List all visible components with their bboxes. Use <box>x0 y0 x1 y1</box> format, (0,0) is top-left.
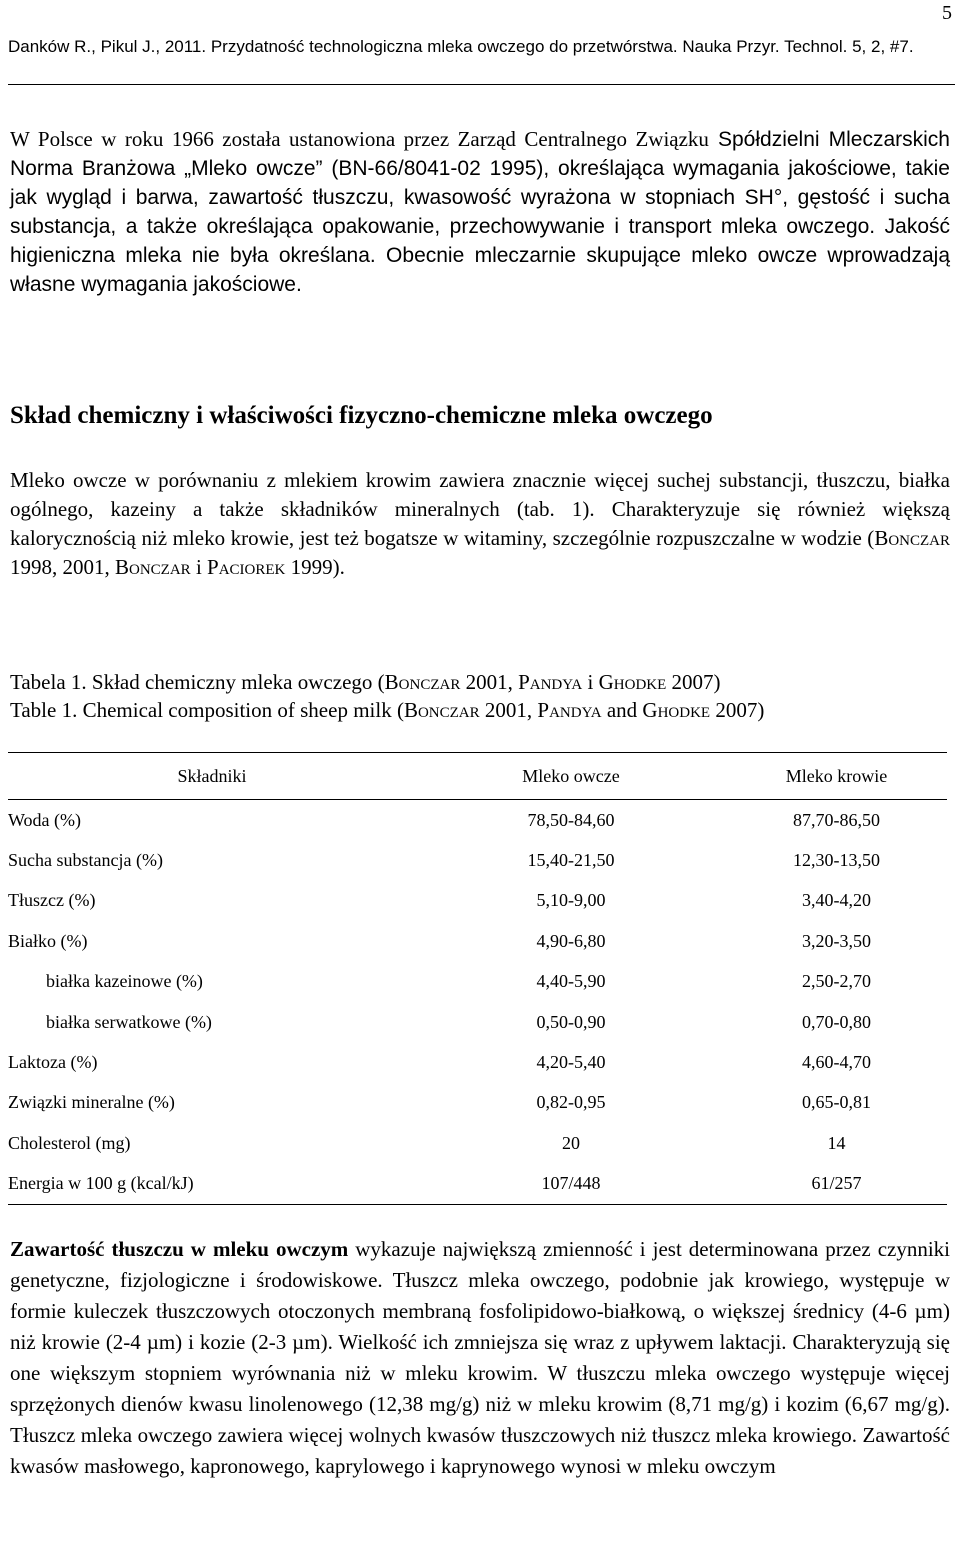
table-row <box>8 1002 947 1042</box>
table-cell: Laktoza (%) <box>8 1052 98 1073</box>
table-row <box>8 1042 947 1082</box>
paragraph-norm <box>10 125 950 299</box>
table-cell: 0,50-0,90 <box>536 1011 606 1032</box>
table-cell: 3,40-4,20 <box>802 890 871 911</box>
paragraph-fat-content <box>10 1234 950 1482</box>
table-header-cell: Składniki <box>177 765 247 786</box>
table-cell: Cholesterol (mg) <box>8 1132 131 1153</box>
paragraph-composition-text-d: 1999). <box>285 555 345 579</box>
table-cell: 5,10-9,00 <box>536 890 606 911</box>
table-header-row <box>8 753 947 800</box>
table-cell: 107/448 <box>541 1173 601 1194</box>
caption-text: i <box>582 670 599 694</box>
caption-text: Tabela 1. Skład chemiczny mleka owczego ( <box>10 670 385 694</box>
paragraph-norm-first-line: W Polsce w roku 1966 została ustanowiona przez Zarząd Centralnego Związku <box>10 127 709 151</box>
author-name: Bonczar <box>115 555 191 579</box>
paragraph-composition-text-c: i <box>190 555 208 579</box>
caption-text: 2007) <box>710 698 765 722</box>
author-name: Bonczar <box>403 698 480 722</box>
table-cell: 61/257 <box>811 1173 862 1194</box>
composition-table <box>8 752 947 1205</box>
table-cell: 14 <box>827 1132 846 1153</box>
paragraph-composition-text-a: Mleko owcze w porównaniu z mlekiem krowim zawiera znacznie więcej suchej substancji, tłuszczu, białka ogólnego, kazeiny a także składników mineralnych (tab. 1). Charakteryzuje się również większą kalorycznością niż mleko krowie, jest też bogatsze w witaminy, szczególnie rozpuszczalne w wodzie ( <box>10 468 950 550</box>
citation-header: Danków R., Pikul J., 2011. Przydatność technologiczna mleka owczego do przetwórstwa. Nauka Przyr. Technol. 5, 2, #7. <box>8 37 914 56</box>
table-cell: 2,50-2,70 <box>802 971 871 992</box>
section-heading: Skład chemiczny i właściwości fizyczno-chemiczne mleka owczego <box>10 402 713 429</box>
table-cell: 0,82-0,95 <box>536 1092 606 1113</box>
table-row <box>8 1164 947 1205</box>
table-cell: 12,30-13,50 <box>793 850 880 871</box>
caption-text: 2007) <box>666 670 721 694</box>
header-rule <box>8 84 955 85</box>
table-cell: 78,50-84,60 <box>527 809 615 830</box>
table-cell: 4,90-6,80 <box>536 930 606 951</box>
table-cell: Związki mineralne (%) <box>8 1092 175 1113</box>
table-cell: 4,20-5,40 <box>536 1052 606 1073</box>
table-row <box>8 840 947 880</box>
paragraph-norm-text: Spółdzielni Mleczarskich Norma Branżowa „Mleko owcze” (BN-66/8041-02 1995), określająca wymagania jakościowe, takie jak wygląd i barwa, zawartość tłuszczu, kwasowość wyrażona w stopniach SH°, gęstość i sucha substancja, a także określająca opakowanie, przechowywanie i transport mleka owczego. Jakość higieniczna mleka nie była określana. Obecnie mleczarnie skupujące mleko owcze wprowadzają własne wymagania jakościowe. <box>10 128 950 296</box>
author-name: Pandya <box>518 670 583 694</box>
table-cell: Sucha substancja (%) <box>8 850 163 871</box>
table-cell: 0,70-0,80 <box>802 1011 871 1032</box>
table-cell: 3,20-3,50 <box>802 930 871 951</box>
table-row <box>8 962 947 1002</box>
table-captions <box>10 668 764 724</box>
author-name: Bonczar <box>874 526 950 550</box>
table-cell: 87,70-86,50 <box>793 809 880 830</box>
paragraph-fat-text: wykazuje największą zmienność i jest determinowana przez czynniki genetyczne, fizjologiczne i środowiskowe. Tłuszcz mleka owczego, podobnie jak krowiego, występuje w formie kuleczek tłuszczowych otoczonych membraną fosfolipidowo-białkową, o większej średnicy (4-6 µm) niż krowie (2-4 µm) i kozie (2-3 µm). Wielkość ich zmniejsza się wraz z upływem laktacji. Charakteryzują się one większym stopniem wyrównania niż w mleku krowim. W tłuszczu mleka owczego występuje więcej sprzężonych dienów kwasu linolenowego (12,38 mg/g) niż w mleku krowim (8,71 mg/g) i kozim (6,67 mg/g). Tłuszcz mleka owczego zawiera więcej wolnych kwasów tłuszczowych niż tłuszcz mleka krowiego. Zawartość kwasów masłowego, kapronowego, kaprylowego i kaprynowego wynosi w mleku owczym <box>10 1237 950 1478</box>
paragraph-fat-lead: Zawartość tłuszczu w mleku owczym <box>10 1237 349 1261</box>
author-name: Ghodke <box>598 670 667 694</box>
table-cell: białka serwatkowe (%) <box>46 1011 212 1032</box>
table-row <box>8 1083 947 1123</box>
table-cell: Białko (%) <box>8 930 88 951</box>
table-cell: 0,65-0,81 <box>802 1092 871 1113</box>
table-cell: 4,40-5,90 <box>536 971 606 992</box>
table-row <box>8 1123 947 1163</box>
author-name: Paciorek <box>207 555 286 579</box>
table-cell: Woda (%) <box>8 809 82 830</box>
caption-text: 2001, <box>479 698 538 722</box>
table-cell: 15,40-21,50 <box>527 850 615 871</box>
table-cell: 20 <box>562 1132 580 1153</box>
page-number: 5 <box>942 2 952 24</box>
table-row <box>8 921 947 961</box>
table-cell: Energia w 100 g (kcal/kJ) <box>8 1173 194 1194</box>
author-name: Ghodke <box>642 698 711 722</box>
table-cell: białka kazeinowe (%) <box>46 971 203 992</box>
author-name: Pandya <box>537 698 602 722</box>
caption-text: and <box>601 698 643 722</box>
table-header-cell: Mleko krowie <box>785 765 888 786</box>
paragraph-composition-text-b: 1998, 2001, <box>10 555 115 579</box>
table-header-cell: Mleko owcze <box>522 765 620 786</box>
table-row <box>8 881 947 921</box>
table-cell: 4,60-4,70 <box>802 1052 871 1073</box>
paragraph-composition <box>10 466 950 582</box>
caption-text: 2001, <box>460 670 519 694</box>
table-caption-pl <box>10 668 764 696</box>
table-cell: Tłuszcz (%) <box>8 890 96 911</box>
author-name: Bonczar <box>384 670 461 694</box>
table-row <box>8 800 947 841</box>
caption-text: Table 1. Chemical composition of sheep milk ( <box>10 698 404 722</box>
table-caption-en <box>10 696 764 724</box>
